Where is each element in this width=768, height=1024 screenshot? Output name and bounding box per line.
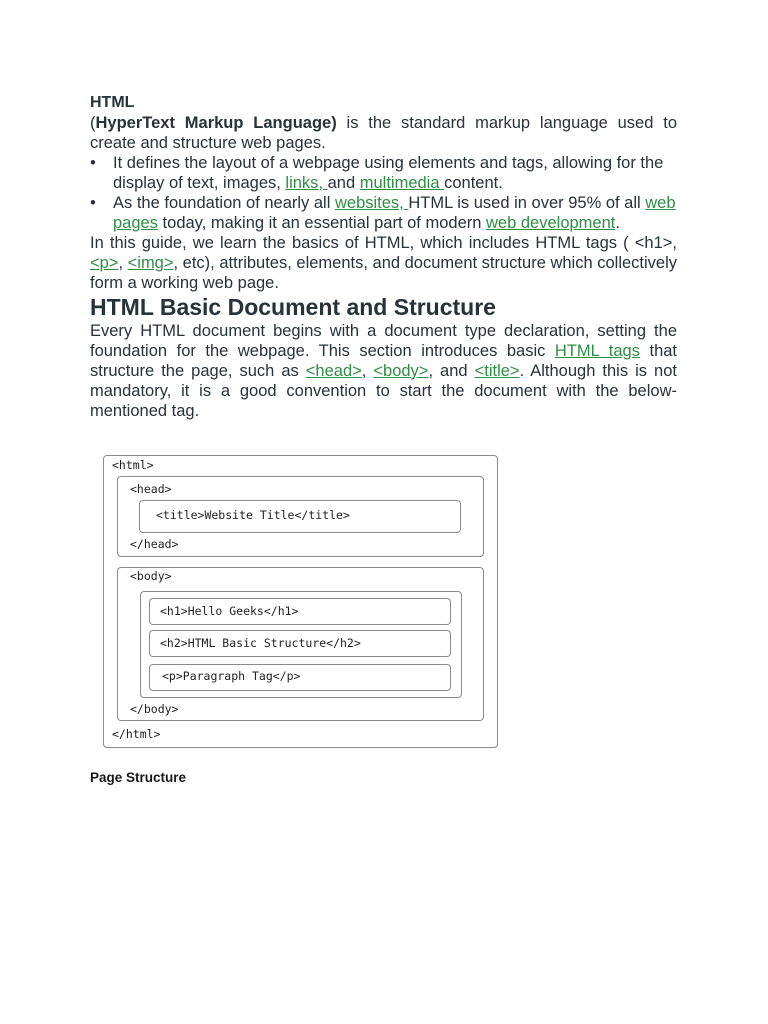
multimedia-link[interactable]: multimedia (359, 174, 445, 192)
title-tag-link[interactable]: <title> (474, 362, 520, 380)
p-line: <p>Paragraph Tag</p> (162, 669, 301, 683)
section-paragraph: Every HTML document begins with a document type declaration, setting the foundation for the webpage. This section introduces basic HTML tags that structure the page, such as <head>, <body>, and <title>. Although this is not mandatory, it is a good convention to start the document with the below-mentioned tag. (90, 322, 678, 420)
intro-paragraph (90, 113, 677, 153)
guide-paragraph: In this guide, we learn the basics of HTML, which includes HTML tags ( <h1>, <p>, <img>, etc), attributes, elements, and document structure which collectively form a working web page. (90, 234, 678, 292)
img-tag-link[interactable]: <img> (127, 254, 174, 272)
head-open-tag: <head> (130, 482, 172, 496)
list-item: • As the foundation of nearly all websites, HTML is used in over 95% of all web pages today, making it an essential part of modern web development. (90, 193, 677, 233)
list-item: • It defines the layout of a webpage using elements and tags, allowing for the display of text, images, links, and multimedia content. (90, 153, 677, 193)
web-pages-link[interactable]: web pages (113, 194, 676, 232)
html-open-tag: <html> (112, 458, 154, 472)
article-title: HTML (90, 94, 135, 111)
links-link[interactable]: links, (285, 174, 328, 192)
head-tag-link[interactable]: <head> (305, 362, 362, 380)
head-close-tag: </head> (130, 537, 179, 551)
figure-caption: Page Structure (90, 770, 187, 785)
page-structure-diagram (103, 455, 498, 748)
html-tags-link[interactable]: HTML tags (554, 342, 640, 360)
h2-line: <h2>HTML Basic Structure</h2> (160, 636, 361, 650)
bullet-list (90, 153, 677, 233)
intro-open: ( (90, 114, 96, 132)
title-line: <title>Website Title</title> (156, 508, 350, 522)
body-open-tag: <body> (130, 569, 172, 583)
article-content (90, 93, 677, 421)
html-close-tag: </html> (112, 727, 161, 741)
p-tag-link[interactable]: <p> (90, 254, 119, 272)
intro-rest: is the standard markup language used to create and structure web pages. (90, 114, 677, 152)
intro-bold: HyperText Markup Language) (95, 114, 337, 132)
body-close-tag: </body> (130, 702, 179, 716)
section-heading: HTML Basic Document and Structure (90, 294, 496, 320)
websites-link[interactable]: websites, (334, 194, 409, 212)
web-development-link[interactable]: web development (486, 214, 616, 232)
h1-line: <h1>Hello Geeks</h1> (160, 604, 299, 618)
body-tag-link[interactable]: <body> (373, 362, 429, 380)
